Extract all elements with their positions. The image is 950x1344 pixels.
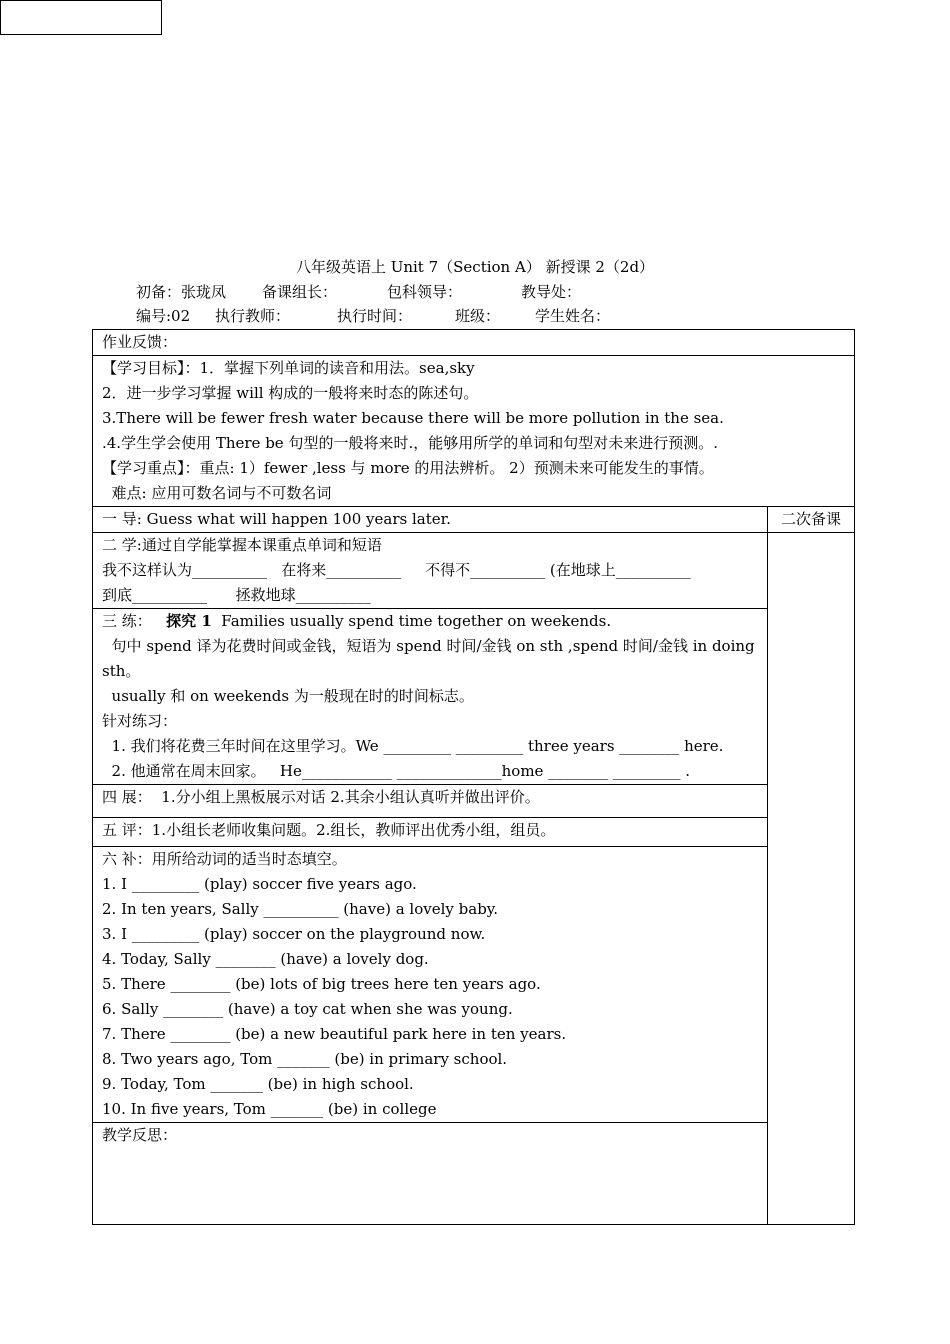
goals-cell — [93, 356, 855, 507]
review-cell — [93, 818, 768, 847]
feedback-label: 作业反馈： — [102, 333, 178, 351]
drill-title: 针对练习： — [102, 712, 178, 730]
supplement-cell — [93, 847, 768, 1123]
goal-line: 【学习目标】：1．掌握下列单词的读音和用法。sea,sky — [102, 359, 475, 377]
dept-leader-label: 包科领导： — [387, 283, 463, 301]
side-label: 二次备课 — [781, 510, 842, 528]
practice-explanation: usually 和 on weekends 为一般现在时的时间标志。 — [102, 687, 474, 705]
time-label: 执行时间： — [337, 307, 413, 325]
side-header-cell — [768, 507, 855, 533]
header-row-2 — [136, 305, 610, 326]
drill-item: 1. 我们将花费三年时间在这里学习。We _________ _________ three years ________ here. — [102, 737, 724, 755]
side-notes-cell — [768, 533, 855, 1225]
study-line: 到底__________ 拯救地球__________ — [102, 586, 371, 604]
lesson-table — [92, 329, 855, 1225]
study-title: 二 学:通过自学能掌握本课重点单词和短语 — [102, 536, 382, 554]
exercise-item: 7. There ________ (be) a new beautiful park here in ten years. — [102, 1025, 567, 1043]
goal-line: 【学习重点】：重点: 1）fewer ,less 与 more 的用法辨析。 2）预测未来可能发生的事情。 — [102, 459, 714, 477]
exercise-item: 3. I _________ (play) soccer on the playground now. — [102, 925, 486, 943]
student-label: 学生姓名： — [535, 307, 611, 325]
exercise-item: 2. In ten years, Sally __________ (have) a lovely baby. — [102, 900, 499, 918]
group-leader-label: 备课组长： — [262, 283, 338, 301]
study-line: 我不这样认为__________ 在将来__________ 不得不__________ (在地球上__________ — [102, 561, 691, 579]
office-label: 教导处： — [521, 283, 582, 301]
exercise-item: 8. Two years ago, Tom _______ (be) in primary school. — [102, 1050, 508, 1068]
goal-line: .4.学生学会使用 There be 句型的一般将来时.，能够用所学的单词和句型对未来进行预测。. — [102, 434, 718, 452]
corner-box — [0, 0, 162, 35]
goal-line: 难点: 应用可数名词与不可数名词 — [102, 484, 332, 502]
feedback-cell — [93, 330, 855, 356]
practice-label: 三 练： — [102, 612, 152, 630]
review-text: 五 评：1.小组长老师收集问题。2.组长，教师评出优秀小组，组员。 — [102, 821, 556, 839]
exercise-item: 10. In five years, Tom _______ (be) in college — [102, 1100, 437, 1118]
goal-line: 3.There will be fewer fresh water because there will be more pollution in the sea. — [102, 409, 724, 427]
reflection-label: 教学反思： — [102, 1126, 178, 1144]
supplement-title: 六 补：用所给动词的适当时态填空。 — [102, 850, 347, 868]
prep-label: 初备：张珑凤 — [136, 283, 227, 301]
page-title: 八年级英语上 Unit 7（Section A） 新授课 2（2d） — [295, 258, 655, 276]
goal-line: 2．进一步学习掌握 will 构成的一般将来时态的陈述句。 — [102, 384, 479, 402]
practice-sentence: Families usually spend time together on weekends. — [211, 612, 612, 630]
header-row-1 — [136, 281, 581, 302]
number-label: 编号:02 — [136, 307, 191, 325]
drill-item: 2. 他通常在周末回家。 He____________ ______________home ________ _________ . — [102, 762, 691, 780]
show-text: 四 展： 1.分小组上黑板展示对话 2.其余小组认真听并做出评价。 — [102, 788, 540, 806]
lead-cell — [93, 507, 768, 533]
practice-cell — [93, 609, 768, 785]
lead-text: 一 导: Guess what will happen 100 years later. — [102, 510, 451, 528]
exercise-item: 1. I _________ (play) soccer five years ago. — [102, 875, 417, 893]
show-cell — [93, 785, 768, 818]
practice-explanation: 句中 spend 译为花费时间或金钱，短语为 spend 时间/金钱 on sth ,spend 时间/金钱 in doing sth。 — [102, 637, 760, 680]
reflection-cell — [93, 1123, 768, 1225]
class-label: 班级： — [455, 307, 501, 325]
exercise-item: 6. Sally ________ (have) a toy cat when she was young. — [102, 1000, 513, 1018]
exercise-item: 5. There ________ (be) lots of big trees here ten years ago. — [102, 975, 541, 993]
explore-label: 探究 1 — [166, 612, 212, 630]
teacher-label: 执行教师： — [215, 307, 291, 325]
study-cell — [93, 533, 768, 609]
exercise-item: 9. Today, Tom _______ (be) in high school. — [102, 1075, 414, 1093]
exercise-item: 4. Today, Sally ________ (have) a lovely dog. — [102, 950, 429, 968]
